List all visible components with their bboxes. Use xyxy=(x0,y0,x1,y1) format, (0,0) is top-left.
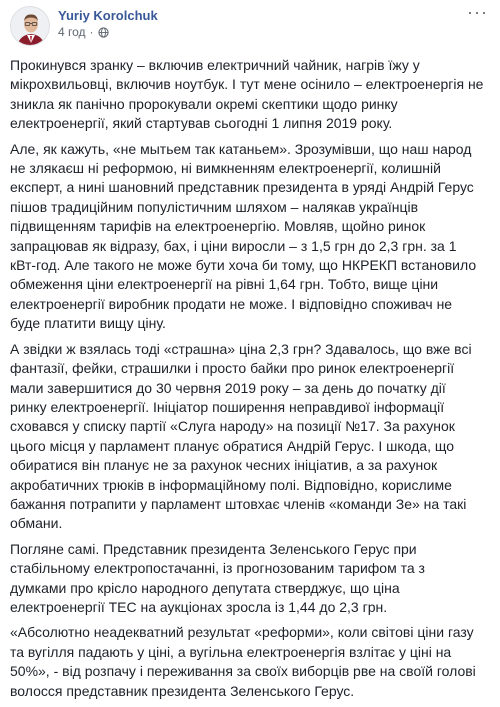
post-paragraph: Прокинувся зранку – включив електричний чайник, нагрів їжу у мікрохвильовці, включив ноутбук. І тут мене осінило – електроенергія не зникла як панічно пророкували окремі скептики щодо ринку електроенергії, який стартував сьогодні 1 липня 2019 року. xyxy=(10,57,484,132)
post-header xyxy=(10,6,158,46)
author-name[interactable]: Yuriy Korolchuk xyxy=(58,8,158,23)
post-time[interactable]: 4 год xyxy=(58,25,86,39)
post-options-menu-icon[interactable]: ··· xyxy=(467,2,488,22)
post-body xyxy=(10,56,485,707)
post-paragraph: Але, як кажуть, «не мытьем так катаньем». Зрозумівши, що наш народ не злякаєш ні реформою, ні вимкненням електроенергії, колишній експерт, а нині шановний представник президента в уряді Андрій Герус пішов традиційним популістичним шляхом – налякав українців підвищенням тарифів на електроенергію. Мовляв, щойно ринок запрацював як відразу, бах, і ціни виросли – з 1,5 грн до 2,3 грн. за 1 кВт-год. Але такого не може бути хоча би тому, що НКРЕКП встановило обмеження ціни електроенергії на рівні 1,64 грн. Тобто, вище ціни електроенергії виробник продати не може. І відповідно споживач не буде платити вищу ціну. xyxy=(10,140,477,332)
post-paragraph: Погляне самі. Представник президента Зеленського Герус при стабільному електропостачанні, із прогнозованим тарифом та з думками про крісло народного депутата стверджує, що ціна електроенергії ТЕС на аукціонах зросла із 1,44 до 2,3 грн. xyxy=(10,540,425,615)
post-meta xyxy=(58,8,158,39)
post-paragraph: «Абсолютно неадекватний результат «реформи», коли світові ціни газу та вугілля падають у ціні, а вугільна електроенергія взлітає у ціні на 50%», - від розпачу і переживання за своїх виборців рве на своїй голові волосся представник президента Зеленського Герус. xyxy=(10,624,476,699)
post-paragraph: А звідки ж взялась тоді «страшна» ціна 2,3 грн? Здавалось, що вже всі фантазії, фейки, страшилки і просто байки про ринок електроенергії мали завершитися до 30 червня 2019 року – за день до початку дії ринку електроенергії. Ініціатор поширення неправдивої інформації сховався у списку партії «Слуга народу» на позиції №17. За рахунок цього місця у парламент планує обратися Андрій Герус. І шкода, що обиратися він планує не за рахунок чесних ініціатив, а за рахунок акробатичних трюків в інформаційному полі. Відповідно, корислиме бажання потрапити у парламент штовхає членів «команди Зе» на такі обмани. xyxy=(10,340,472,532)
avatar-photo-icon xyxy=(11,7,50,46)
post-timeline xyxy=(58,25,158,39)
separator-dot: · xyxy=(89,25,94,39)
globe-icon[interactable] xyxy=(98,27,109,38)
author-avatar[interactable] xyxy=(10,6,50,46)
